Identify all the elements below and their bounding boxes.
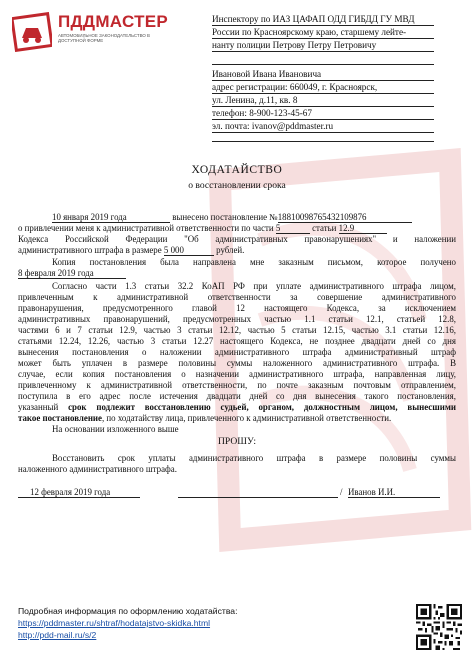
- signature-line: [18, 487, 456, 499]
- para3-line12-bold: срок подлежит восстановлению судьей, органом, должностным лицом, вынесшими: [68, 402, 456, 412]
- street-line: ул. Ленина, д.11, кв. 8: [212, 94, 434, 107]
- para3-line: привлеченному к административной ответственности, по почте заказным почтовым отправлением,: [18, 380, 456, 390]
- recipient-line-2: России по Красноярскому краю, старшему лейте-: [212, 26, 434, 39]
- para3-line13-bold: такое постановление: [18, 413, 102, 423]
- para3-line13: [18, 413, 456, 424]
- qr-code-icon: [416, 604, 462, 650]
- fine-amount: 5 000: [164, 245, 214, 256]
- para3-line: привлеченным к административной ответственности за совершение административного: [18, 292, 456, 302]
- para3-line: частями 6 и 7 статьи 12.9, частью 3 статьи 12.12, частью 5 статьи 12.15, частью 3.1 статьи 12.16,: [18, 325, 456, 335]
- para1-line1: [18, 212, 456, 223]
- email-line: [212, 120, 434, 133]
- law-article: 12.9: [339, 223, 387, 234]
- law-part: 5: [276, 223, 310, 234]
- signer-name: Иванов И.И.: [348, 487, 440, 498]
- para3-line: правонарушения, предусмотренного главой 12 настоящего Кодекса, за исключением: [18, 303, 456, 313]
- sender-name: Ивановой Ивана Ивановича: [212, 68, 434, 81]
- footer-link-2[interactable]: http://pdd-mail.ru/s/2: [18, 630, 97, 640]
- para1-text-a: вынесено постановление №: [172, 212, 278, 222]
- address-value: 660049, г. Красноярск,: [289, 82, 378, 92]
- recipient-line-3: нанту полиции Петрову Петру Петровичу: [212, 39, 434, 52]
- recipient-line-1: Инспектору по ИАЗ ЦАФАП ОДД ГИБДД ГУ МВД: [212, 13, 434, 26]
- request-title: ПРОШУ:: [217, 436, 257, 447]
- footer-label: Подробная информация по оформлению ходатайства:: [18, 606, 238, 616]
- para3-line: административных правонарушений, предусмотренных частью 1.1 статьи 12.1, статьей 12.8,: [18, 314, 456, 324]
- document-title: ХОДАТАЙСТВО: [191, 164, 283, 176]
- phone-label: телефон:: [212, 108, 247, 118]
- signature-field: [178, 487, 338, 498]
- email-label: эл. почта:: [212, 121, 250, 131]
- request-line-1: Восстановить срок уплаты административного штрафа в размере половины суммы: [52, 453, 456, 463]
- basis-text: На основании изложенного выше: [52, 424, 179, 434]
- para3-line: вынесения постановления о наложении административного штрафа административный штраф: [18, 347, 456, 357]
- para1-text-e: рублей.: [216, 245, 245, 255]
- para3-line: Согласно части 1.3 статьи 32.2 КоАП РФ при уплате административного штрафа лицом,: [52, 281, 456, 291]
- decision-number: 18810098765432109876: [278, 212, 412, 223]
- footer-link-1[interactable]: https://pddmaster.ru/shtraf/hodatajstvo-skidka.html: [18, 618, 211, 628]
- para2-line2: [18, 268, 456, 279]
- para3-line: случае, если копия постановления о назначении административного штрафа, направленная лицу,: [18, 369, 456, 379]
- logo-title: ПДДМАСТЕР: [58, 12, 169, 31]
- para1-text-c: статьи: [312, 223, 337, 233]
- header-rule: [212, 64, 434, 65]
- para3-line: поступила в его адрес после истечения двадцати дней со дня вынесения такого постановления,: [18, 391, 456, 401]
- para3-line13-text: , по ходатайству лица, привлеченного к административной ответственности.: [101, 413, 392, 423]
- para1-line4: [18, 245, 456, 256]
- phone-line: [212, 107, 434, 120]
- phone-value: 8-900-123-45-67: [249, 108, 312, 118]
- logo-subtitle: АВТОМОБИЛЬНОЕ ЗАКОНОДАТЕЛЬСТВО В ДОСТУПНОЙ ФОРМЕ: [58, 33, 150, 44]
- para3-line12-text: указанный: [18, 402, 69, 412]
- para1-text-b: о привлечении меня к административной ответственности по части: [18, 223, 274, 233]
- para3-line: может быть уплачен в размере половины суммы наложенного административного штрафа. В: [18, 358, 456, 368]
- received-date: 8 февраля 2019 года: [18, 268, 126, 279]
- para1-text-d: административного штрафа в размере: [18, 245, 162, 255]
- sign-date: 12 февраля 2019 года: [18, 487, 140, 498]
- logo-icon: [12, 12, 52, 52]
- para1-line3: Кодекса Российской Федерации "Об административных правонарушениях" и наложении: [18, 234, 456, 244]
- request-line-2: наложенного административного штрафа.: [18, 464, 177, 474]
- decision-date: 10 января 2019 года: [52, 212, 170, 223]
- email-value: ivanov@pddmaster.ru: [251, 121, 334, 131]
- address-line: [212, 81, 434, 94]
- sign-slash: /: [340, 487, 343, 497]
- header-rule: [212, 141, 434, 142]
- para3-line: статьями 12.24, 12.26, частью 3 статьи 12.27 настоящего Кодекса, не позднее двадцати дней со дня: [18, 336, 456, 346]
- para2-line1: Копия постановления была направлена мне заказным письмом, которое получено: [52, 257, 456, 267]
- document-subtitle: о восстановлении срока: [188, 180, 286, 191]
- para3-line12: [18, 402, 456, 413]
- address-label: адрес регистрации:: [212, 82, 288, 92]
- para1-line2: [18, 223, 456, 234]
